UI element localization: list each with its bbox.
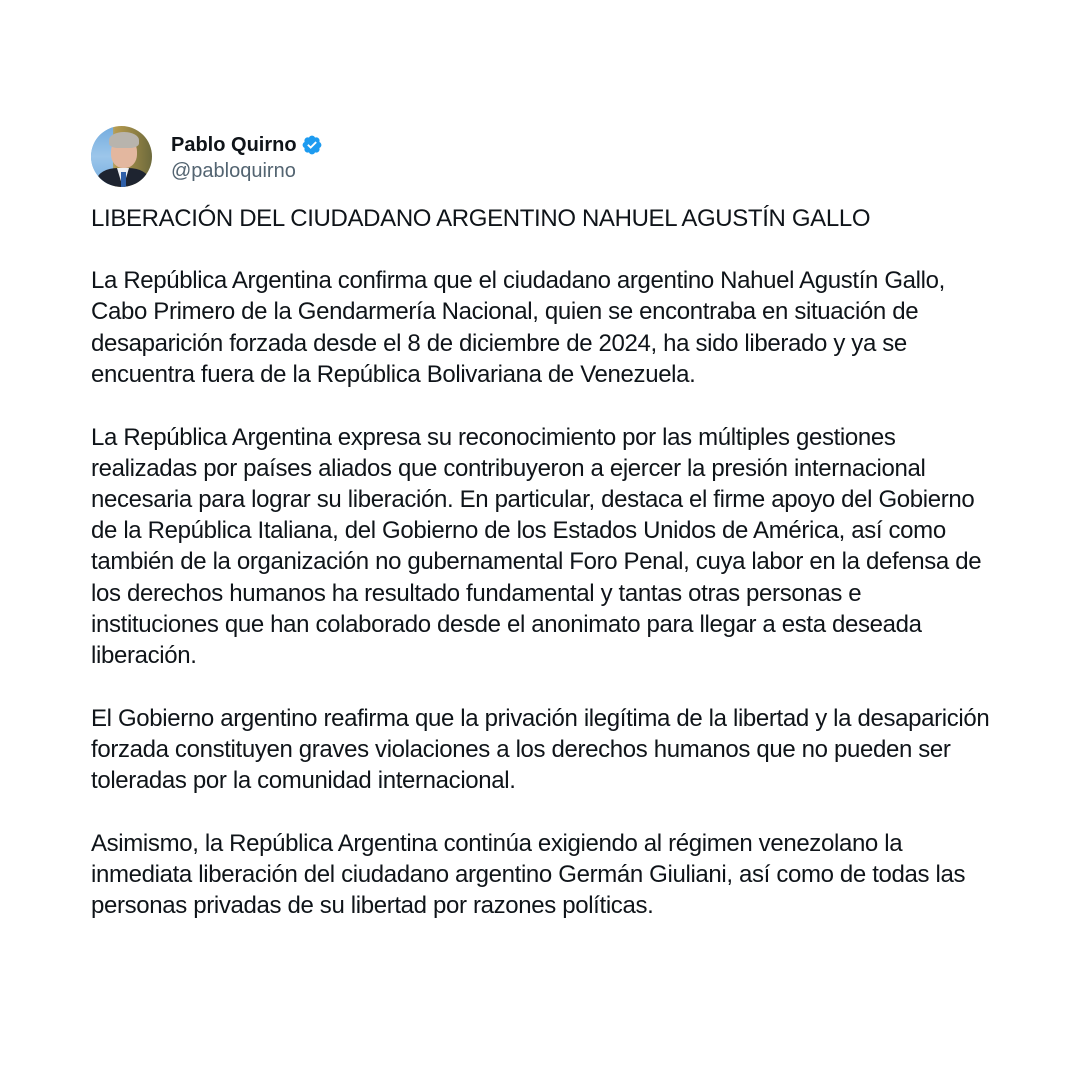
post-paragraph: Asimismo, la República Argentina continúa exigiendo al régimen venezolano la inmediata liberación del ciudadano argentino Germán Giuliani, así como de todas las personas privadas de su libertad por razones políticas. <box>91 829 966 920</box>
avatar-tie <box>121 172 126 187</box>
post-author-header <box>91 126 323 187</box>
post-body <box>91 203 991 953</box>
display-name-row <box>171 130 323 160</box>
verified-badge-icon <box>301 134 323 156</box>
user-handle[interactable]: @pabloquirno <box>171 160 296 182</box>
avatar-hair <box>109 132 139 148</box>
author-names <box>171 130 323 183</box>
avatar[interactable] <box>91 126 152 187</box>
post-paragraph: La República Argentina confirma que el ciudadano argentino Nahuel Agustín Gallo, Cabo Primero de la Gendarmería Nacional, quien se encontraba en situación de desaparición forzada desde el 8 de diciembre de 2024, ha sido liberado y ya se encuentra fuera de la República Bolivariana de Venezuela. <box>91 267 945 388</box>
post-paragraph: El Gobierno argentino reafirma que la privación ilegítima de la libertad y la desaparición forzada constituyen graves violaciones a los derechos humanos que no pueden ser toleradas por la comunidad internacional. <box>91 704 990 795</box>
display-name[interactable]: Pablo Quirno <box>171 133 297 156</box>
post-paragraph: La República Argentina expresa su reconocimiento por las múltiples gestiones realizadas por países aliados que contribuyeron a ejercer la presión internacional necesaria para lograr su liberación. En particular, destaca el firme apoyo del Gobierno de la República Italiana, del Gobierno de los Estados Unidos de América, así como también de la organización no gubernamental Foro Penal, cuya labor en la defensa de los derechos humanos ha resultado fundamental y tantas otras personas e instituciones que han colaborado desde el anonimato para llegar a esta deseada liberación. <box>91 423 982 669</box>
post-title: LIBERACIÓN DEL CIUDADANO ARGENTINO NAHUEL AGUSTÍN GALLO <box>91 205 871 232</box>
